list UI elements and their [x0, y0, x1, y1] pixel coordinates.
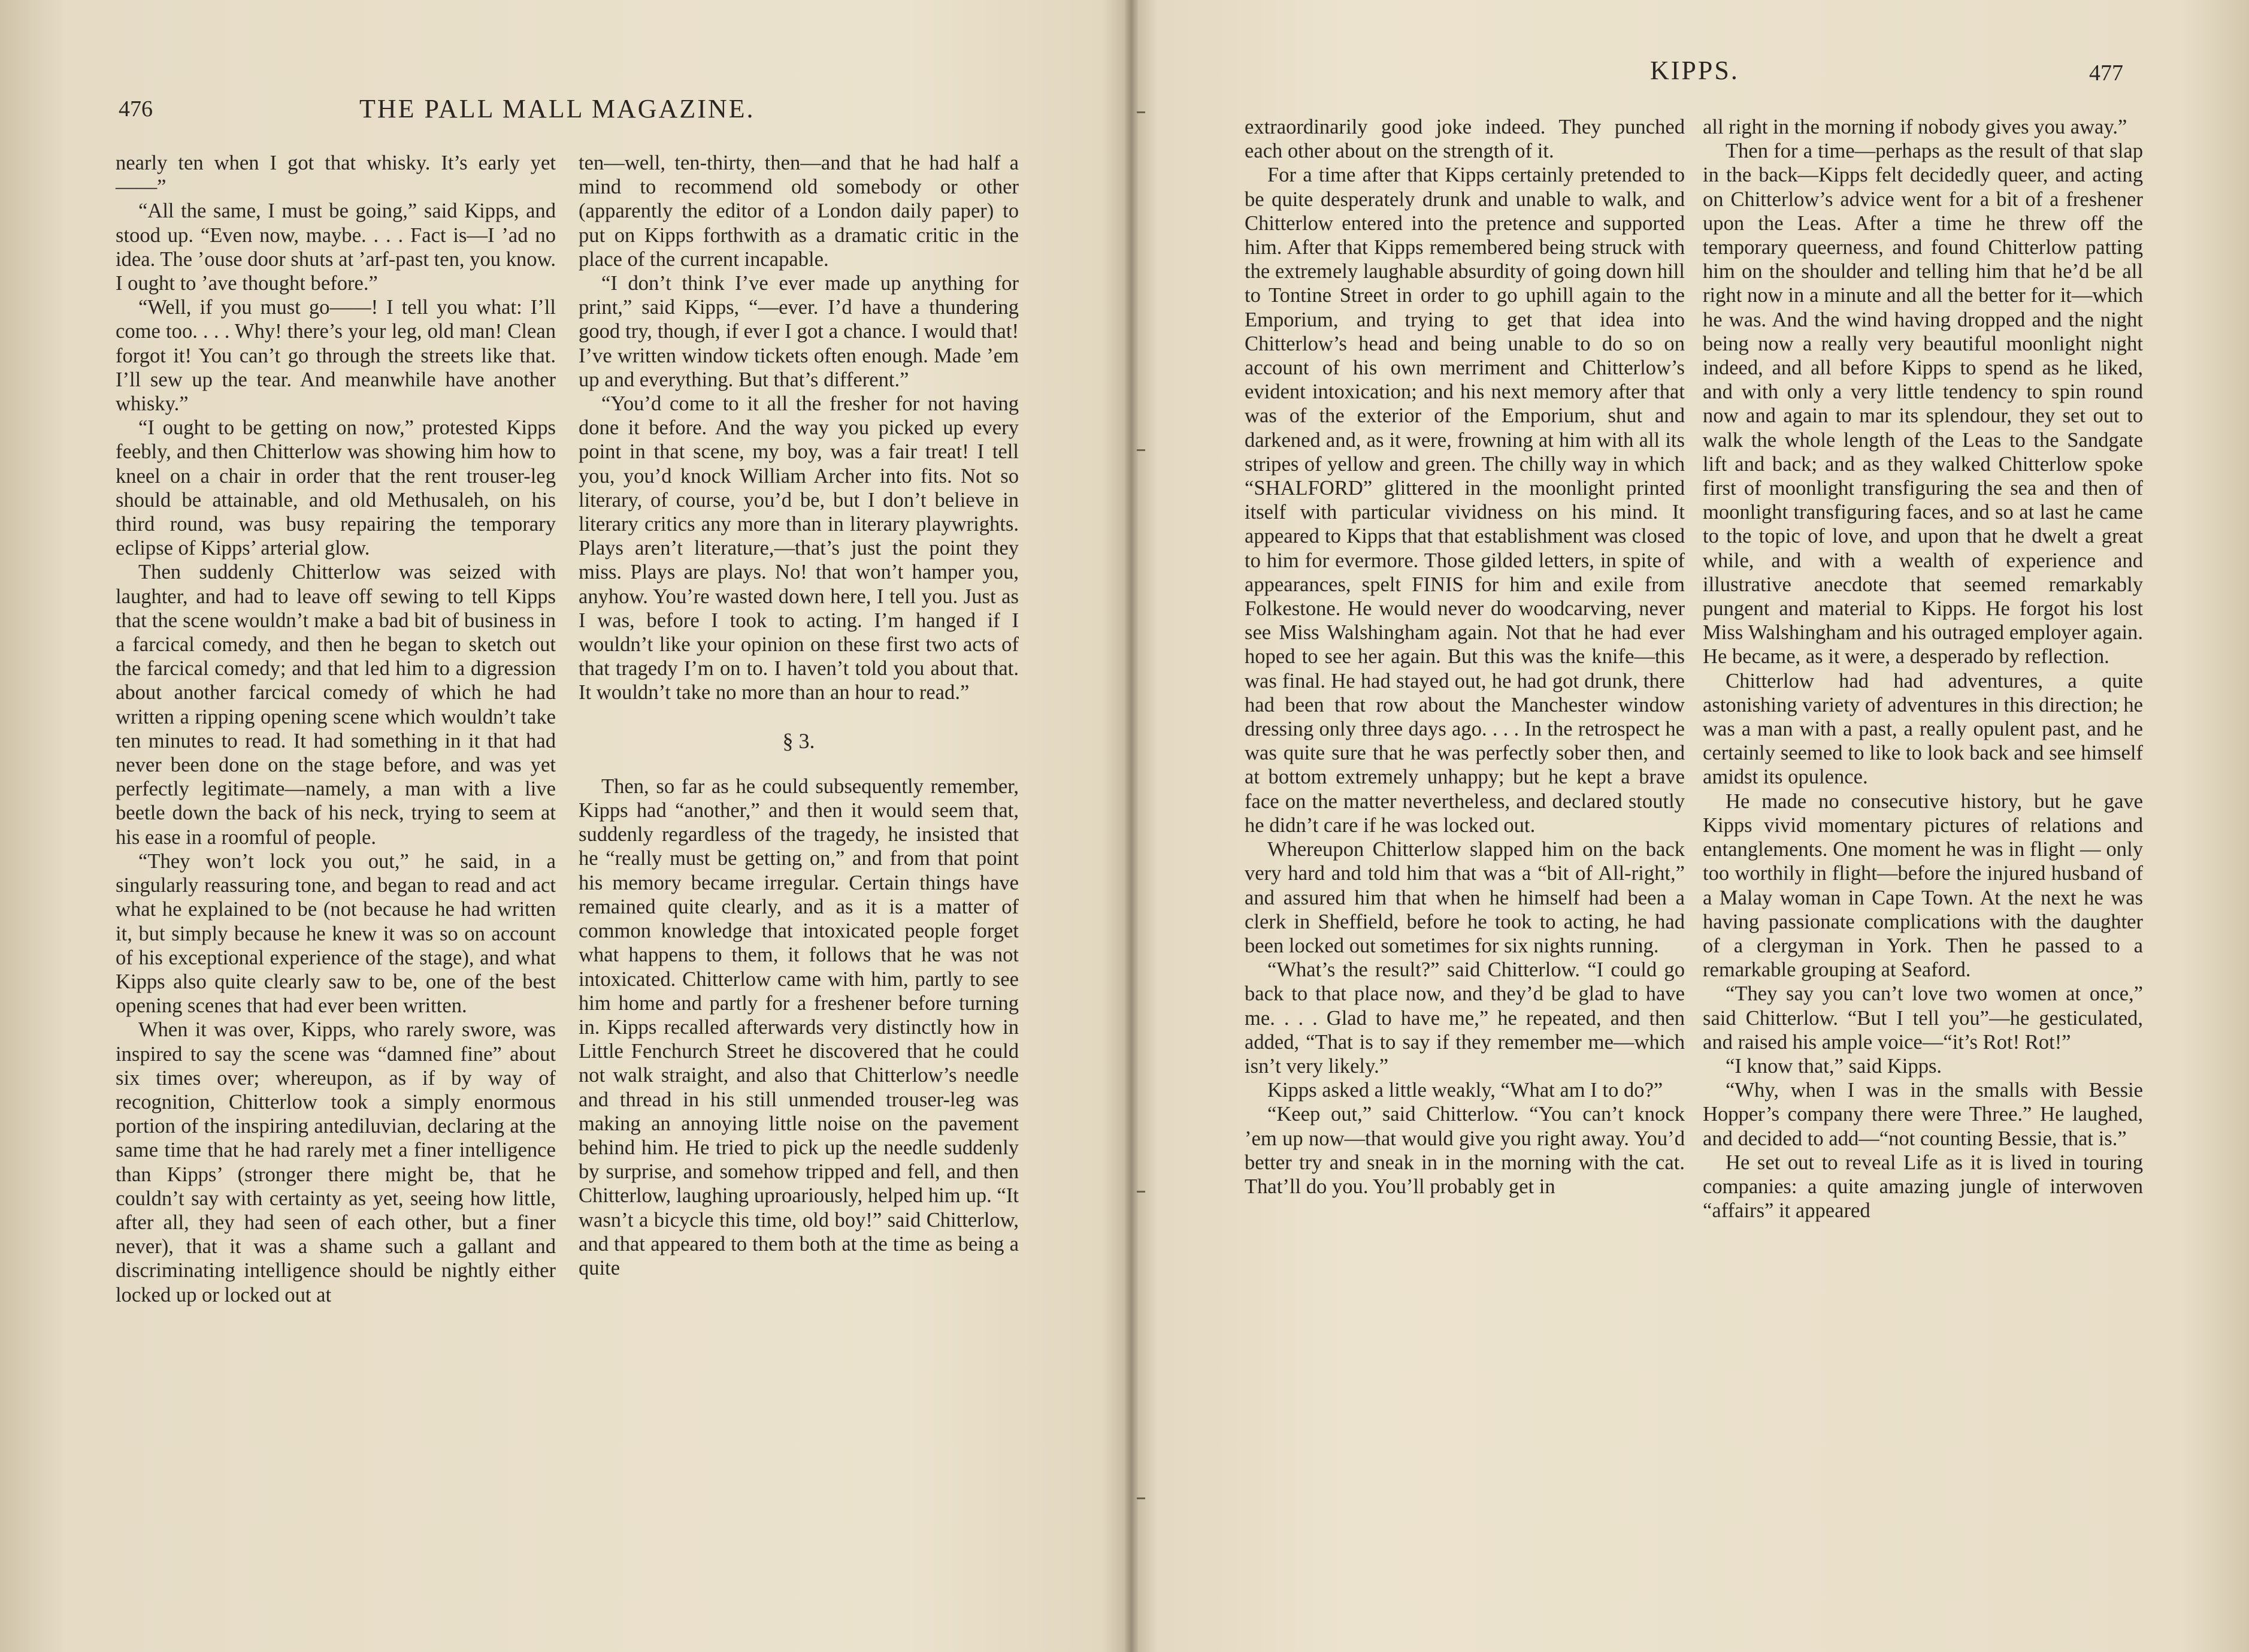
paragraph: “What’s the result?” said Chitterlow. “I could go back to that place now, and they’d be glad to have me. . . . Glad to have me,” he repeated, and then added, “That is to say if they remember me—which isn’t very likely.” — [1245, 958, 1685, 1078]
paragraph: Then, so far as he could subsequently remember, Kipps had “another,” and then it would seem that, suddenly regardless of the tragedy, he insisted that he “really must be getting on,” and from that point his memory became irregular. Certain things have remained quite clearly, and as it is a matter of common knowledge that intoxicated people forget what happens to them, it follows that he was not intoxicated. Chitterlow came with him, partly to see him home and partly for a freshener before turning in. Kipps recalled afterwards very distinctly how in Little Fenchurch Street he discovered that he could not walk straight, and also that Chitterlow’s needle and thread in his still unmended trouser-leg was making an annoying little noise on the pavement behind him. He tried to pick up the needle suddenly by surprise, and somehow tripped and fell, and then Chitterlow, laughing uproariously, helped him up. “It wasn’t a bicycle this time, old boy!” said Chitterlow, and that appeared to them both at the time as being a quite — [579, 774, 1019, 1279]
paragraph: Kipps asked a little weakly, “What am I to do?” — [1267, 1079, 1663, 1102]
right-page-column-2 — [1703, 115, 2143, 1223]
paragraph: “You’d come to it all the fresher for not having done it before. And the way you picked up every point in that scene, my boy, was a fair treat! I tell you, you’d knock William Archer into fits. Not so literary, of course, you’d be, but I don’t believe in literary critics any more than in literary playwrights. Plays aren’t literature,—that’s just the point they miss. Plays are plays. No! that won’t hamper you, anyhow. You’re wasted down here, I tell you. Just as I was, before I took to acting. I’m hanged if I wouldn’t like your opinion on these first two acts of that tragedy I’m on to. I haven’t told you about that. It wouldn’t take no more than an hour to read.” — [579, 392, 1019, 704]
paragraph: He made no consecutive history, but he gave Kipps vivid momentary pictures of relations and entanglements. One moment he was in flight — only too worthily in flight—before the injured husband of a Malay woman in Cape Town. At the next he was having passionate complications with the daughter of a clergyman in York. Then he passed to a remarkable grouping at Seaford. — [1703, 789, 2143, 982]
paragraph: Then for a time—perhaps as the result of that slap in the back—Kipps felt decidedly queer, and acting on Chitterlow’s advice went for a bit of a freshener upon the Leas. After a time he threw off the temporary queerness, and found Chitterlow patting him on the shoulder and telling him that he’d be all right now in a minute and all the better for it—which he was. And the wind having dropped and the night being now a really very beautiful moonlight night indeed, and all before Kipps to spend as he liked, and with only a very little tendency to spin round now and again to mar its splendour, they set out to walk the whole length of the Leas to the Sandgate lift and back; and as they walked Chitterlow spoke first of moonlight transfiguring the sea and then of moonlight transfiguring faces, and so at last he came to the topic of love, and upon that he dwelt a great while, and with a wealth of experience and illustrative anecdote that seemed remarkably pungent and material to Kipps. He forgot his lost Miss Walshingham and his outraged employer again. He became, as it were, a desperado by reflection. — [1703, 140, 2143, 668]
paragraph: “All the same, I must be going,” said Kipps, and stood up. “Even now, maybe. . . . Fact is—I ’ad no idea. The ’ouse door shuts at ’arf-past ten, you know. I ought to ’ave thought before.” — [116, 199, 556, 295]
book-gutter — [1125, 0, 1138, 1652]
paragraph: “They won’t lock you out,” he said, in a singularly reassuring tone, and began to read and act what he explained to be (not because he had written it, but simply because he knew it was so on account of his exceptional experience of the stage), and what Kipps also quite clearly saw to be, one of the best opening scenes that had ever been written. — [116, 849, 556, 1018]
paragraph: Then suddenly Chitterlow was seized with laughter, and had to leave off sewing to tell Kipps that the scene wouldn’t make a bad bit of business in a farcical comedy, and then he began to sketch out the farcical comedy; and that led him to a digression about another farcical comedy of which he had written a ripping opening scene which wouldn’t take ten minutes to read. It had something in it that had never been done on the stage before, and was yet perfectly legitimate—namely, a man with a live beetle down the back of his neck, trying to seem at his ease in a roomful of people. — [116, 561, 556, 849]
left-page-column-2 — [579, 151, 1019, 1280]
paragraph: Whereupon Chitterlow slapped him on the back very hard and told him that was a “bit of All-right,” and assured him that when he himself had been a clerk in Sheffield, before he took to acting, he had been locked out sometimes for six nights running. — [1245, 838, 1685, 957]
gutter-mark — [1137, 449, 1145, 451]
paragraph: When it was over, Kipps, who rarely swore, was inspired to say the scene was “damned fine” about six times over; whereupon, as if by way of recognition, Chitterlow took a simply enormous portion of the inspiring antediluvian, declaring at the same time that he had rarely met a finer intelligence than Kipps’ (stronger there might be, that he couldn’t say with certainty as yet, seeing how little, after all, they had seen of each other, but a finer never), that it was a shame such a gallant and discriminating intelligence should be nightly either locked up or locked out at — [116, 1018, 556, 1306]
paragraph: all right in the morning if nobody gives you away.” — [1703, 116, 2127, 138]
paragraph: “I know that,” said Kipps. — [1726, 1054, 1942, 1078]
running-head: THE PALL MALL MAGAZINE. — [359, 94, 755, 123]
running-head: KIPPS. — [1650, 56, 1739, 85]
section-heading: § 3. — [782, 728, 815, 753]
paragraph: “I ought to be getting on now,” protested Kipps feebly, and then Chitterlow was showing him how to kneel on a chair in order that the rent trouser-leg should be attainable, and old Methusaleh, on his third round, was busy repairing the temporary eclipse of Kipps’ arterial glow. — [116, 416, 556, 560]
page-number: 476 — [119, 96, 153, 122]
left-page-column-1 — [116, 151, 556, 1307]
paragraph: nearly ten when I got that whisky. It’s early yet——” — [116, 152, 556, 199]
right-page — [1138, 0, 2249, 1652]
paragraph: “Well, if you must go——! I tell you what: I’ll come too. . . . Why! there’s your leg, old man! Clean forgot it! You can’t go through the streets like that. I’ll sew up the tear. And meanwhile have another whisky.” — [116, 296, 556, 416]
paragraph: “Why, when I was in the smalls with Bessie Hopper’s company there were Three.” He laughed, and decided to add—“not counting Bessie, that is.” — [1703, 1079, 2143, 1150]
gutter-mark — [1137, 1191, 1145, 1193]
paragraph: “Keep out,” said Chitterlow. “You can’t knock ’em up now—that would give you right away. You’d better try and sneak in in the morning with the cat. That’ll do you. You’ll probably get in — [1245, 1103, 1685, 1198]
paragraph: He set out to reveal Life as it is lived in touring companies: a quite amazing jungle of interwoven “affairs” it appeared — [1703, 1151, 2143, 1223]
page-number: 477 — [2089, 60, 2123, 86]
paragraph: Chitterlow had had adventures, a quite astonishing variety of adventures in this direction; he was a man with a past, a really opulent past, and he certainly seemed to like to look back and see himself amidst its opulence. — [1703, 669, 2143, 789]
paragraph: extraordinarily good joke indeed. They punched each other about on the strength of it. — [1245, 116, 1685, 163]
right-page-column-1 — [1245, 115, 1685, 1199]
paragraph: ten—well, ten-thirty, then—and that he had half a mind to recommend old somebody or other (apparently the editor of a London daily paper) to put on Kipps forthwith as a dramatic critic in the place of the current incapable. — [579, 152, 1019, 271]
gutter-mark — [1137, 1497, 1145, 1499]
paragraph: “They say you can’t love two women at once,” said Chitterlow. “But I tell you”—he gesticulated, and raised his ample voice—“it’s Rot! Rot!” — [1703, 982, 2143, 1054]
paragraph: “I don’t think I’ve ever made up anything for print,” said Kipps, “—ever. I’d have a thundering good try, though, if ever I got a chance. I would that! I’ve written window tickets often enough. Made ’em up and everything. But that’s different.” — [579, 272, 1019, 391]
paragraph: For a time after that Kipps certainly pretended to be quite desperately drunk and unable to walk, and Chitterlow entered into the pretence and supported him. After that Kipps remembered being struck with the extremely laughable absurdity of going down hill to Tontine Street in order to go uphill again to the Emporium, and trying to get that idea into Chitterlow’s head and being unable to do so on account of his own merriment and Chitterlow’s evident intoxication; and his next memory after that was of the exterior of the Emporium, shut and darkened and, as it were, frowning at him with all its stripes of yellow and green. The chilly way in which “SHALFORD” glittered in the moonlight printed itself with particular vividness on his mind. It appeared to Kipps that that establishment was closed to him for evermore. Those gilded letters, in spite of appearances, spelt FINIS for him and exile from Folkestone. He would never do woodcarving, never see Miss Walshingham again. Not that he had ever hoped to see her again. But this was the knife—this was final. He had stayed out, he had got drunk, there had been that row about the Manchester window dressing only three days ago. . . . In the retrospect he was quite sure that he was perfectly sober then, and at bottom extremely unhappy; but he kept a brave face on the matter nevertheless, and declared stoutly he didn’t care if he was locked out. — [1245, 164, 1685, 837]
gutter-mark — [1137, 111, 1145, 113]
